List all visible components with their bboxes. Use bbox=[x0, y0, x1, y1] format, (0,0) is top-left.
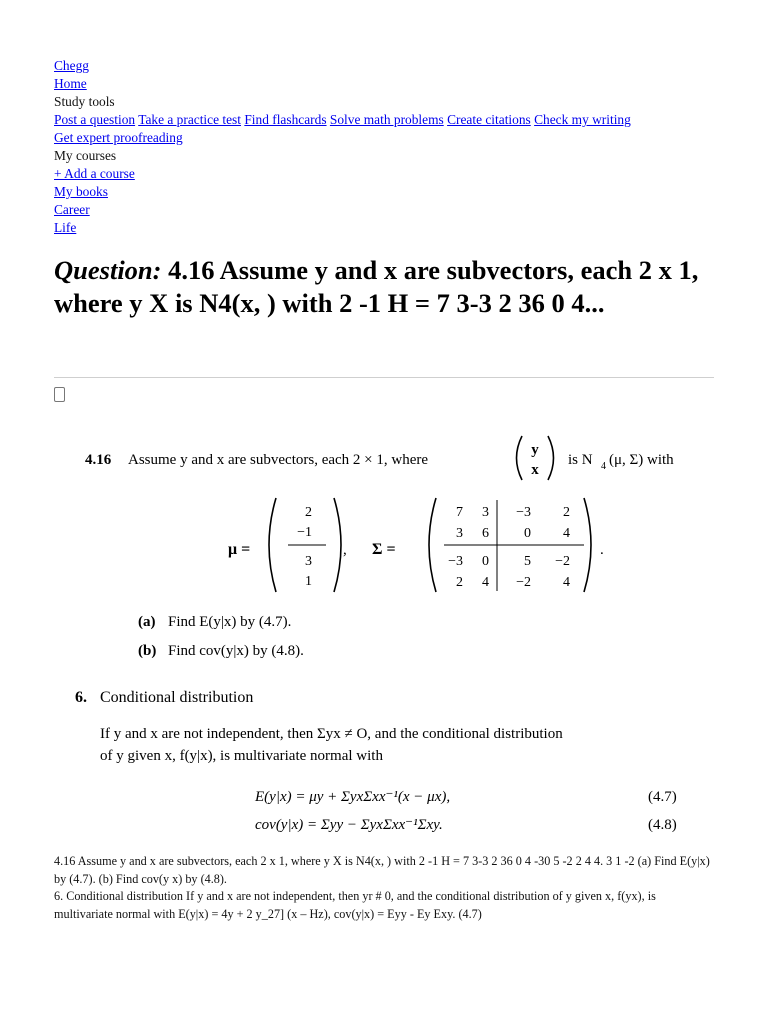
sigma-cell: 0 bbox=[524, 526, 531, 541]
mu-symbol: μ = bbox=[228, 541, 251, 558]
mu-left-paren bbox=[269, 498, 276, 592]
mu-value-1: 2 bbox=[305, 505, 312, 520]
equation-4-7: E(y|x) = μy + ΣyxΣxx⁻¹(x − μx), bbox=[255, 789, 451, 805]
transcript-line-2: 6. Conditional distribution If y and x are not independent, then yr # 0, and the conditional distribution of y given x, f(yx), is multivariate normal with E(y|x) = 4y + 2 y_27] (x – Hz), cov(y|x) = Eyy - Ey Exy. (4.7) bbox=[54, 889, 656, 921]
sigma-left-paren bbox=[429, 498, 436, 592]
section-para-line2: of y given x, f(y|x), is multivariate normal with bbox=[100, 748, 383, 764]
vec-left-paren bbox=[517, 436, 523, 480]
dist-args: (μ, Σ) with bbox=[609, 452, 674, 468]
sigma-cell: 4 bbox=[482, 575, 489, 590]
question-title bbox=[54, 254, 734, 320]
part-a-label: (a) bbox=[138, 614, 156, 630]
question-transcript bbox=[54, 853, 714, 923]
section-number: 6. bbox=[75, 689, 87, 706]
is-text: is N bbox=[568, 452, 593, 468]
equation-4-7-number: (4.7) bbox=[648, 789, 677, 805]
part-a-text: Find E(y|x) by (4.7). bbox=[168, 614, 292, 630]
sigma-cell: −2 bbox=[555, 554, 570, 569]
nav-link-citations[interactable]: Create citations bbox=[447, 112, 531, 127]
question-image bbox=[60, 420, 720, 850]
question-title-text: 4.16 Assume y and x are subvectors, each 2 x 1, where y X is N4(x, ) with 2 -1 H = 7 3-3 2 36 0 4... bbox=[54, 255, 699, 318]
sigma-right-paren bbox=[584, 498, 591, 592]
section-title: Conditional distribution bbox=[100, 689, 254, 706]
question-label: Question: bbox=[54, 255, 162, 285]
sigma-cell: −3 bbox=[448, 554, 463, 569]
sigma-cell: −2 bbox=[516, 575, 531, 590]
nav-link-post-question[interactable]: Post a question bbox=[54, 112, 136, 127]
sigma-cell: 7 bbox=[456, 505, 463, 520]
site-nav bbox=[54, 57, 631, 237]
sigma-cell: 2 bbox=[563, 505, 570, 520]
sigma-cell: 2 bbox=[456, 575, 463, 590]
sigma-entries bbox=[448, 505, 570, 590]
question-figure-svg bbox=[60, 420, 720, 850]
equation-4-8: cov(y|x) = Σyy − ΣyxΣxx⁻¹Σxy. bbox=[255, 817, 443, 833]
sigma-cell: 4 bbox=[563, 526, 570, 541]
vec-top: y bbox=[531, 442, 539, 458]
nav-link-flashcards[interactable]: Find flashcards bbox=[244, 112, 327, 127]
sigma-cell: 3 bbox=[456, 526, 463, 541]
sigma-symbol: Σ = bbox=[372, 541, 396, 558]
sigma-cell: 6 bbox=[482, 526, 489, 541]
nav-link-proofreading[interactable]: Get expert proofreading bbox=[54, 130, 183, 145]
part-b-text: Find cov(y|x) by (4.8). bbox=[168, 643, 304, 659]
sigma-cell: 5 bbox=[524, 554, 531, 569]
problem-number: 4.16 bbox=[85, 452, 112, 468]
my-courses-heading: My courses bbox=[54, 148, 117, 163]
nav-link-check-writing[interactable]: Check my writing bbox=[534, 112, 631, 127]
sigma-cell: −3 bbox=[516, 505, 531, 520]
sigma-cell: 3 bbox=[482, 505, 489, 520]
problem-text: Assume y and x are subvectors, each 2 × 1, where bbox=[128, 452, 429, 468]
mu-value-2: −1 bbox=[297, 525, 312, 540]
vec-bottom: x bbox=[531, 462, 539, 478]
transcript-line-1: 4.16 Assume y and x are subvectors, each 2 x 1, where y X is N4(x, ) with 2 -1 H = 7 3-3 2 36 0 4 -30 5 -2 2 4 4. 3 1 -2 (a) Find E(y|x) by (4.7). (b) Find cov(y x) by (4.8). bbox=[54, 854, 710, 886]
divider bbox=[54, 377, 714, 378]
mu-right-paren bbox=[334, 498, 341, 592]
sigma-cell: 4 bbox=[563, 575, 570, 590]
mu-value-3: 3 bbox=[305, 554, 312, 569]
mu-value-4: 1 bbox=[305, 574, 312, 589]
n-subscript: 4 bbox=[601, 461, 606, 472]
part-b-label: (b) bbox=[138, 643, 157, 659]
image-icon bbox=[54, 387, 65, 402]
nav-link-chegg[interactable]: Chegg bbox=[54, 58, 89, 73]
mu-comma: , bbox=[343, 542, 347, 558]
nav-link-career[interactable]: Career bbox=[54, 202, 90, 217]
nav-link-add-course[interactable]: + Add a course bbox=[54, 166, 135, 181]
nav-link-life[interactable]: Life bbox=[54, 220, 77, 235]
nav-link-my-books[interactable]: My books bbox=[54, 184, 108, 199]
section-para-line1: If y and x are not independent, then Σyx ≠ O, and the conditional distribution bbox=[100, 726, 563, 742]
nav-link-home[interactable]: Home bbox=[54, 76, 87, 91]
nav-link-solve-math[interactable]: Solve math problems bbox=[329, 112, 444, 127]
sigma-cell: 0 bbox=[482, 554, 489, 569]
nav-link-practice-test[interactable]: Take a practice test bbox=[138, 112, 241, 127]
vec-right-paren bbox=[548, 436, 554, 480]
equation-4-8-number: (4.8) bbox=[648, 817, 677, 833]
sigma-period: . bbox=[600, 542, 604, 558]
study-tools-heading: Study tools bbox=[54, 94, 115, 109]
